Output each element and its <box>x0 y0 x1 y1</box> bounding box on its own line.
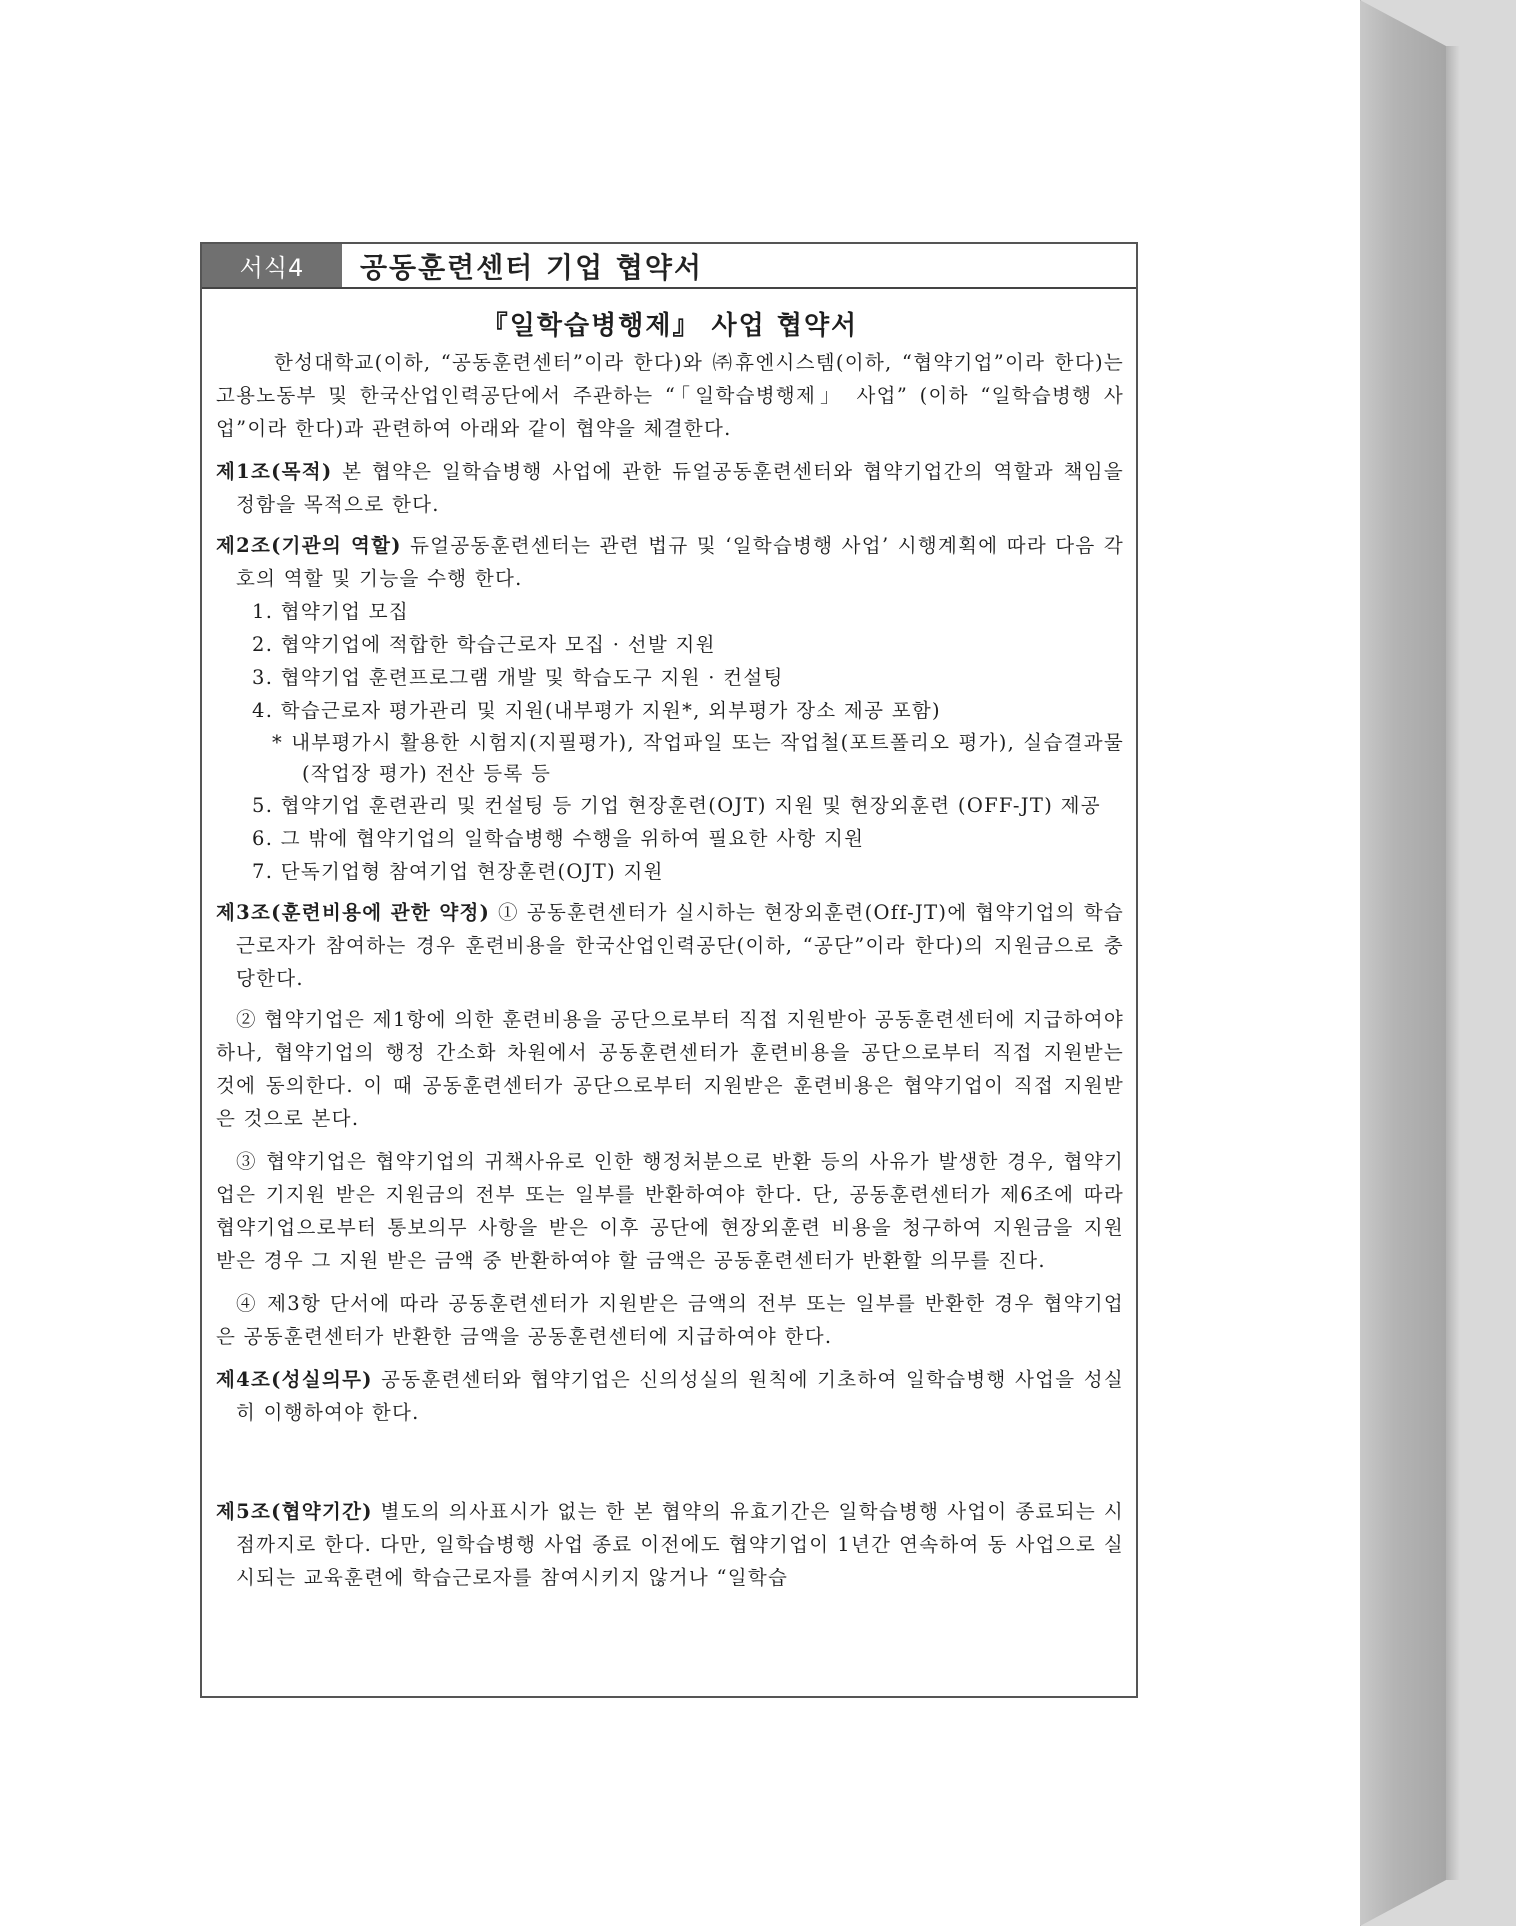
article-1 <box>216 455 1124 521</box>
article-5-heading: 제5조(협약기간) <box>216 1500 373 1523</box>
list-item: 2. 협약기업에 적합한 학습근로자 모집 · 선발 지원 <box>252 633 716 656</box>
list-item: 1. 협약기업 모집 <box>252 600 410 623</box>
article-2 <box>216 529 1124 595</box>
list-item: 3. 협약기업 훈련프로그램 개발 및 학습도구 지원 · 컨설팅 <box>252 666 784 689</box>
document-title: 『일학습병행제』 사업 협약서 <box>481 311 859 341</box>
spacer <box>216 1437 1124 1495</box>
article-3-text: ① 공동훈련센터가 실시하는 현장외훈련(Off-JT)에 협약기업의 학습근로자가 참여하는 경우 훈련비용을 한국산업인력공단(이하, “공단”이라 한다)의 지원금으로 충당한다. <box>236 901 1124 990</box>
footnote: * 내부평가시 활용한 시험지(지필평가), 작업파일 또는 작업철(포트폴리오 평가), 실습결과물(작업장 평가) 전산 등록 등 <box>272 731 1124 785</box>
list-item: 5. 협약기업 훈련관리 및 컨설팅 등 기업 현장훈련(OJT) 지원 및 현장외훈련 (OFF-JT) 제공 <box>252 794 1101 817</box>
list-item: 6. 그 밖에 협약기업의 일학습병행 수행을 위하여 필요한 사항 지원 <box>252 827 865 850</box>
article-5-text: 별도의 의사표시가 없는 한 본 협약의 유효기간은 일학습병행 사업이 종료되는 시점까지로 한다. 다만, 일학습병행 사업 종료 이전에도 협약기업이 1년간 연속하여 동 사업으로 실시되는 교육훈련에 학습근로자를 참여시키지 않거나 “일학습 <box>236 1500 1124 1589</box>
list-item: 4. 학습근로자 평가관리 및 지원(내부평가 지원*, 외부평가 장소 제공 포함) <box>252 699 941 722</box>
form-number-badge: 서식4 <box>202 244 342 287</box>
article-5 <box>216 1495 1124 1594</box>
page-stack-edge <box>1360 0 1446 1926</box>
article-4-text: 공동훈련센터와 협약기업은 신의성실의 원칙에 기초하여 일학습병행 사업을 성실히 이행하여야 한다. <box>236 1368 1124 1424</box>
article-3-paragraph-3: ③ 협약기업은 협약기업의 귀책사유로 인한 행정처분으로 반환 등의 사유가 발생한 경우, 협약기업은 기지원 받은 지원금의 전부 또는 일부를 반환하여야 한다. 단, 공동훈련센터가 제6조에 따라 협약기업으로부터 통보의무 사항을 받은 이후 공단에 현장외훈련 비용을 청구하여 지원금을 지원 받은 경우 그 지원 받은 금액 중 반환하여야 할 금액은 공동훈련센터가 반환할 의무를 진다. <box>216 1150 1124 1272</box>
document-body <box>216 306 1124 1602</box>
article-4-heading: 제4조(성실의무) <box>216 1368 373 1391</box>
article-3 <box>216 896 1124 995</box>
article-3-heading: 제3조(훈련비용에 관한 약정) <box>216 901 491 924</box>
form-title: 공동훈련센터 기업 협약서 <box>360 250 704 284</box>
article-2-text: 듀얼공동훈련센터는 관련 법규 및 ‘일학습병행 사업’ 시행계획에 따라 다음 각 호의 역할 및 기능을 수행 한다. <box>236 534 1125 590</box>
page-shadow <box>1446 46 1460 1880</box>
list-item: 7. 단독기업형 참여기업 현장훈련(OJT) 지원 <box>252 860 664 883</box>
article-1-heading: 제1조(목적) <box>216 460 333 483</box>
form-header <box>202 244 1136 289</box>
article-4 <box>216 1363 1124 1429</box>
intro-paragraph: 한성대학교(이하, “공동훈련센터”이라 한다)와 ㈜휴엔시스템(이하, “협약기업”이라 한다)는 고용노동부 및 한국산업인력공단에서 주관하는 “「일학습병행제」 사업” (이하 “일학습병행 사업”이라 한다)과 관련하여 아래와 같이 협약을 체결한다. <box>216 351 1124 440</box>
article-3-paragraph-2: ② 협약기업은 제1항에 의한 훈련비용을 공단으로부터 직접 지원받아 공동훈련센터에 지급하여야 하나, 협약기업의 행정 간소화 차원에서 공동훈련센터가 훈련비용을 공단으로부터 직접 지원받는 것에 동의한다. 이 때 공동훈련센터가 공단으로부터 지원받은 훈련비용은 협약기업이 직접 지원받은 것으로 본다. <box>216 1008 1124 1130</box>
article-2-heading: 제2조(기관의 역할) <box>216 534 402 557</box>
form-frame <box>200 242 1138 1698</box>
article-1-text: 본 협약은 일학습병행 사업에 관한 듀얼공동훈련센터와 협약기업간의 역할과 책임을 정함을 목적으로 한다. <box>236 460 1124 516</box>
article-3-paragraph-4: ④ 제3항 단서에 따라 공동훈련센터가 지원받은 금액의 전부 또는 일부를 반환한 경우 협약기업은 공동훈련센터가 반환한 금액을 공동훈련센터에 지급하여야 한다. <box>216 1292 1124 1348</box>
